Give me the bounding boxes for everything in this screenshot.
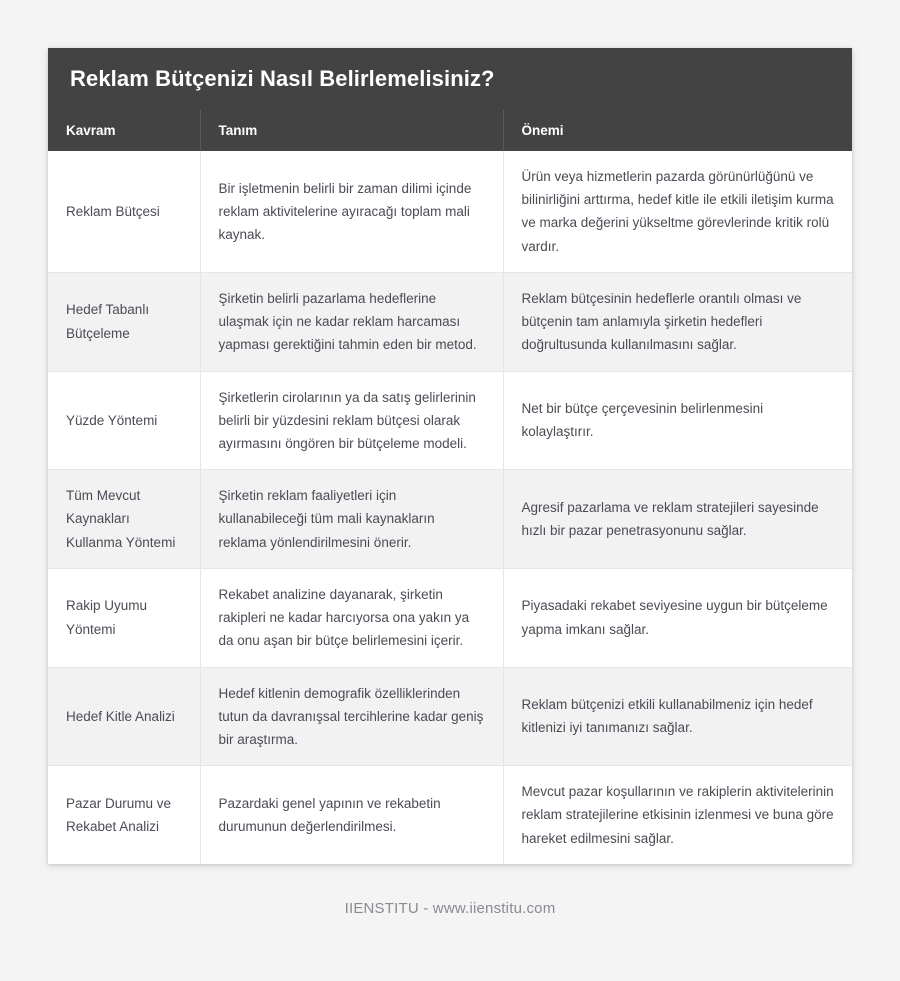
table-row bbox=[48, 568, 852, 667]
cell-definition: Hedef kitlenin demografik özelliklerinden tutun da davranışsal tercihlerine kadar geniş bir araştırma. bbox=[200, 667, 503, 766]
cell-importance: Ürün veya hizmetlerin pazarda görünürlüğünü ve bilinirliğini arttırma, hedef kitle ile etkili iletişim kurma ve marka değerini yükseltme görevlerinde kritik rolü vardır. bbox=[503, 151, 852, 272]
info-card bbox=[48, 48, 852, 864]
page-title: Reklam Bütçenizi Nasıl Belirlemelisiniz? bbox=[48, 48, 852, 110]
concepts-table bbox=[48, 110, 852, 864]
table-row bbox=[48, 272, 852, 371]
column-header-onemi: Önemi bbox=[503, 110, 852, 151]
cell-concept: Rakip Uyumu Yöntemi bbox=[48, 568, 200, 667]
cell-concept: Hedef Tabanlı Bütçeleme bbox=[48, 272, 200, 371]
footer-attribution: IIENSTITU - www.iienstitu.com bbox=[344, 900, 556, 917]
table-row bbox=[48, 667, 852, 766]
column-header-tanim: Tanım bbox=[200, 110, 503, 151]
table-row bbox=[48, 371, 852, 470]
cell-definition: Rekabet analizine dayanarak, şirketin rakipleri ne kadar harcıyorsa ona yakın ya da onu aşan bir bütçe belirlemesini içerir. bbox=[200, 568, 503, 667]
cell-definition: Bir işletmenin belirli bir zaman dilimi içinde reklam aktivitelerine ayıracağı toplam mali kaynak. bbox=[200, 151, 503, 272]
cell-concept: Pazar Durumu ve Rekabet Analizi bbox=[48, 766, 200, 864]
table-body bbox=[48, 151, 852, 864]
cell-definition: Şirketin reklam faaliyetleri için kullanabileceği tüm mali kaynakların reklama yönlendirilmesini önerir. bbox=[200, 470, 503, 569]
cell-importance: Agresif pazarlama ve reklam stratejileri sayesinde hızlı bir pazar penetrasyonunu sağlar. bbox=[503, 470, 852, 569]
cell-concept: Reklam Bütçesi bbox=[48, 151, 200, 272]
cell-definition: Şirketin belirli pazarlama hedeflerine ulaşmak için ne kadar reklam harcaması yapması gerektiğini tahmin eden bir metod. bbox=[200, 272, 503, 371]
cell-concept: Hedef Kitle Analizi bbox=[48, 667, 200, 766]
cell-definition: Pazardaki genel yapının ve rekabetin durumunun değerlendirilmesi. bbox=[200, 766, 503, 864]
cell-importance: Reklam bütçesinin hedeflerle orantılı olması ve bütçenin tam anlamıyla şirketin hedefleri doğrultusunda kullanılmasını sağlar. bbox=[503, 272, 852, 371]
table-header-row bbox=[48, 110, 852, 151]
cell-importance: Net bir bütçe çerçevesinin belirlenmesini kolaylaştırır. bbox=[503, 371, 852, 470]
cell-importance: Reklam bütçenizi etkili kullanabilmeniz için hedef kitlenizi iyi tanımanızı sağlar. bbox=[503, 667, 852, 766]
column-header-kavram: Kavram bbox=[48, 110, 200, 151]
cell-concept: Tüm Mevcut Kaynakları Kullanma Yöntemi bbox=[48, 470, 200, 569]
cell-concept: Yüzde Yöntemi bbox=[48, 371, 200, 470]
cell-importance: Piyasadaki rekabet seviyesine uygun bir bütçeleme yapma imkanı sağlar. bbox=[503, 568, 852, 667]
cell-importance: Mevcut pazar koşullarının ve rakiplerin aktivitelerinin reklam stratejilerine etkisinin izlenmesi ve buna göre hareket edilmesini sağlar. bbox=[503, 766, 852, 864]
table-row bbox=[48, 151, 852, 272]
cell-definition: Şirketlerin cirolarının ya da satış gelirlerinin belirli bir yüzdesini reklam bütçesi olarak ayırmasını öngören bir bütçeleme modeli. bbox=[200, 371, 503, 470]
table-row bbox=[48, 766, 852, 864]
table-row bbox=[48, 470, 852, 569]
table-header bbox=[48, 110, 852, 151]
